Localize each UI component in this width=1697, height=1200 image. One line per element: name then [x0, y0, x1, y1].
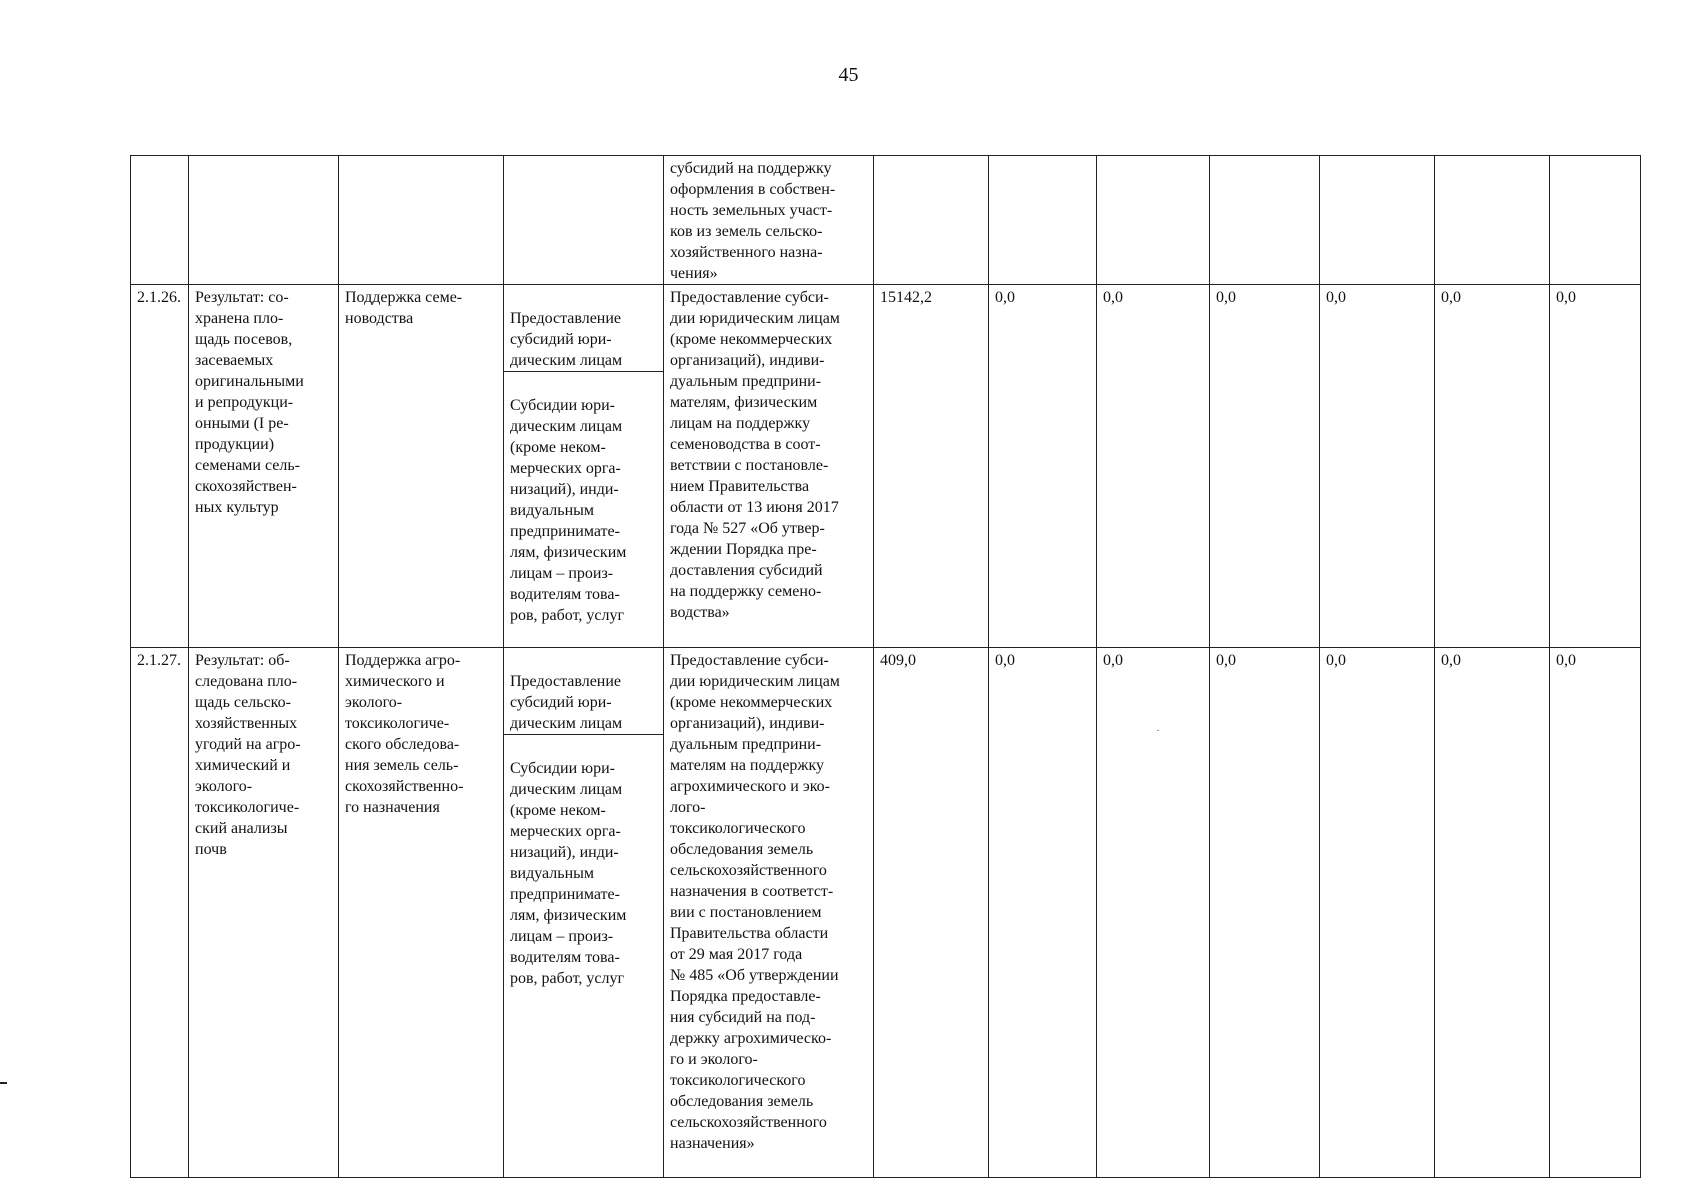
- program-table: [130, 155, 1641, 1178]
- row-type-main: Предоставление субсидий юри- дическим лицам: [504, 306, 663, 372]
- cell-value: [1097, 156, 1210, 285]
- continuation-row: [131, 156, 1641, 285]
- row-value: 0,0: [989, 285, 1097, 648]
- cell-program: [339, 156, 504, 285]
- cell-result: [189, 156, 339, 285]
- row-value: 0,0: [1210, 648, 1320, 1178]
- cell-value: [1320, 156, 1435, 285]
- cell-value: [989, 156, 1097, 285]
- row-value: 0,0: [1320, 285, 1435, 648]
- table-row: [131, 648, 1641, 1178]
- row-value: 0,0: [1097, 648, 1210, 1178]
- row-value: 0,0: [1550, 285, 1641, 648]
- row-code: 2.1.27.: [131, 648, 189, 1178]
- page-number: 45: [838, 64, 859, 86]
- row-value: 0,0: [989, 648, 1097, 1178]
- row-value: 409,0: [874, 648, 989, 1178]
- row-value: 0,0: [1550, 648, 1641, 1178]
- row-value: 0,0: [1210, 285, 1320, 648]
- row-value: 15142,2: [874, 285, 989, 648]
- scan-edge-mark: [0, 1082, 7, 1084]
- table-row: [131, 285, 1641, 648]
- cell-code: [131, 156, 189, 285]
- cell-activity: субсидий на поддержку оформления в собствен- ность земельных участ- ков из земель сельско- хозяйственного назна- чения»: [664, 156, 874, 285]
- scan-speck: [1157, 730, 1159, 731]
- row-type: [504, 648, 664, 1178]
- row-type: [504, 285, 664, 648]
- row-type-main: Предоставление субсидий юри- дическим лицам: [504, 669, 663, 735]
- row-type-detail: Субсидии юри- дическим лицам (кроме неком- мерческих орга- низаций), инди- видуальным предпринимате- лям, физическим лицам – произ- водителям това- ров, работ, услуг: [510, 760, 627, 987]
- row-program: Поддержка агро- химического и эколого- токсикологиче- ского обследова- ния земель сель- скохозяйственно- го назначения: [339, 648, 504, 1178]
- row-value: 0,0: [1097, 285, 1210, 648]
- row-type-detail: Субсидии юри- дическим лицам (кроме неком- мерческих орга- низаций), инди- видуальным предпринимате- лям, физическим лицам – произ- водителям това- ров, работ, услуг: [510, 397, 627, 624]
- row-program: Поддержка семе- новодства: [339, 285, 504, 648]
- cell-type: [504, 156, 664, 285]
- cell-value: [1550, 156, 1641, 285]
- cell-value: [874, 156, 989, 285]
- row-code: 2.1.26.: [131, 285, 189, 648]
- row-result: Результат: со- хранена пло- щадь посевов, засеваемых оригинальными и репродукци- онными (I ре- продукции) семенами сель- скохозяйствен- ных культур: [189, 285, 339, 648]
- row-value: 0,0: [1435, 648, 1550, 1178]
- row-value: 0,0: [1435, 285, 1550, 648]
- row-activity: Предоставление субси- дии юридическим лицам (кроме некоммерческих организаций), индиви- дуальным предприни- мателям на поддержку агрохимического и эко- лого- токсикологического обследования земель сельскохозяйственного назначения в соответст- вии с постановлением Правительства области от 29 мая 2017 года № 485 «Об утверждении Порядка предоставле- ния субсидий на под- держку агрохимическо- го и эколого- токсикологического обследования земель сельскохозяйственного назначения»: [664, 648, 874, 1178]
- cell-value: [1435, 156, 1550, 285]
- row-result: Результат: об- следована пло- щадь сельско- хозяйственных угодий на агро- химический и эколого- токсикологиче- ский анализы почв: [189, 648, 339, 1178]
- row-value: 0,0: [1320, 648, 1435, 1178]
- cell-value: [1210, 156, 1320, 285]
- row-activity: Предоставление субси- дии юридическим лицам (кроме некоммерческих организаций), индиви- дуальным предприни- мателям, физическим лицам на поддержку семеноводства в соот- ветствии с постановле- нием Правительства области от 13 июня 2017 года № 527 «Об утвер- ждении Порядка пре- доставления субсидий на поддержку семено- водства»: [664, 285, 874, 648]
